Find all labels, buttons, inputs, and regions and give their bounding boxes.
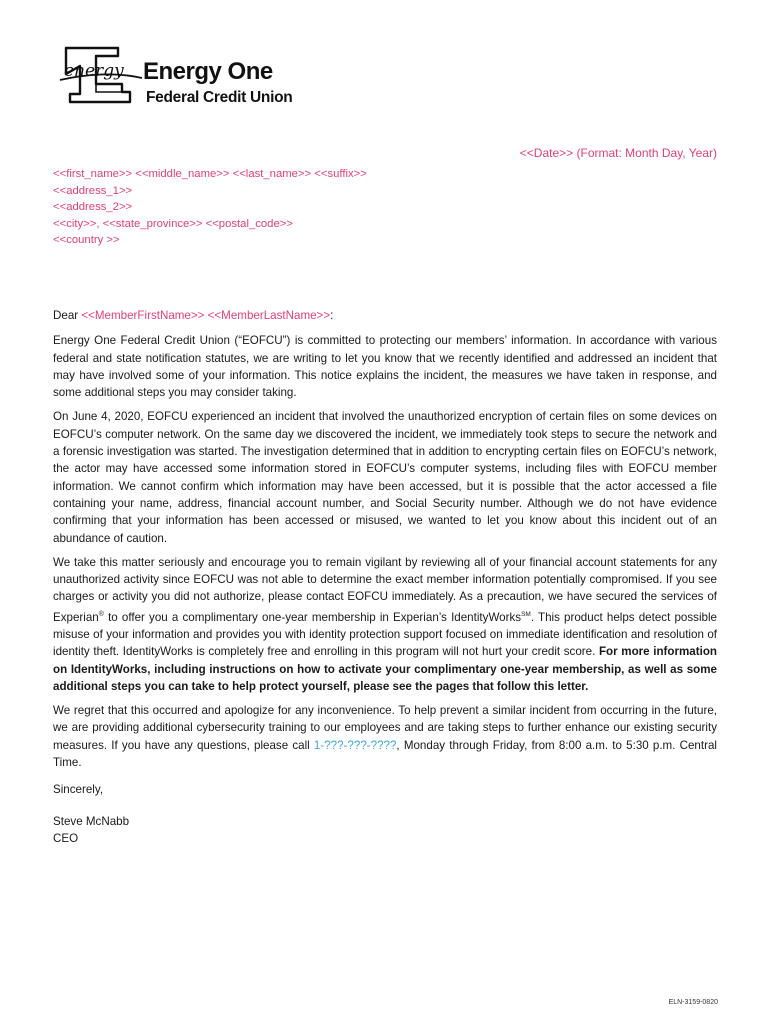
p3-text-b: to offer you a complimentary one-year membership in Experian’s IdentityWorks	[103, 610, 522, 624]
document-code: ELN-3159-0820	[668, 999, 718, 1006]
salutation-name: <<MemberFirstName>> <<MemberLastName>>	[81, 309, 331, 322]
signature-block	[53, 781, 717, 847]
registered-mark: ®	[98, 610, 104, 618]
p3-bold-instructions: For more information on IdentityWorks, including instructions on how to activate your complimentary one-year membership, as well as some additional steps you can take to help protect yourself, please see the pages that follow this letter.	[53, 645, 717, 693]
signer-name: Steve McNabb	[53, 814, 130, 828]
p3-text-a: We take this matter seriously and encourage you to remain vigilant by reviewing all of your financial account statements for any unauthorized activity since EOFCU was not able to determine the exact member information potentially compromised. If you see charges or activity you did not authorize, please contact EOFCU immediately. As a precaution, we have secured the services of Experian	[53, 555, 717, 624]
address-line-2: <<address_2>>	[53, 201, 133, 213]
service-mark: SM	[521, 610, 531, 618]
p4-text-a: We regret that this occurred and apologize for any inconvenience. To help prevent a similar incident from occurring in the future, we are providing additional cybersecurity training to our employees and are taking steps to further enhance our existing security measures. If you have any questions, please call	[53, 704, 717, 752]
brand-subtitle: Federal Credit Union	[146, 89, 293, 106]
address-line-city: <<city>>, <<state_province>> <<postal_code>>	[53, 217, 293, 230]
salutation-colon: :	[330, 309, 334, 322]
p3-text-c: . This product helps detect possible misuse of your information and provides you with identity protection support focused on immediate identification and resolution of identity theft. IdentityWorks is completely free and enrolling in this program will not hurt your credit score.	[53, 610, 717, 659]
brand-name: Energy One	[143, 58, 273, 85]
address-line-1: <<address_1>>	[53, 184, 133, 197]
signer-title: CEO	[53, 831, 79, 845]
paragraph-recommendations	[53, 554, 717, 695]
address-block	[53, 166, 367, 249]
address-line-name: <<first_name>> <<middle_name>> <<last_name>> <<suffix>>	[53, 168, 367, 180]
salutation-dear: Dear	[53, 309, 82, 322]
paragraph-incident: On June 4, 2020, EOFCU experienced an incident that involved the unauthorized encryption of certain files on some devices on EOFCU’s computer network. On the same day we discovered the incident, we immediately took steps to secure the network and a forensic investigation was started. The investigation determined that in addition to encrypting certain files on EOFCU’s network, the actor may have accessed some information stored in EOFCU’s computer systems, including files with EOFCU member information. We cannot confirm which information may have been accessed, but it is possible that the actor accessed a file containing your name, address, financial account number, and Social Security number. Although we do not have evidence confirming that your information has been accessed or misused, we wanted to let you know about this incident out of an abundance of caution.	[53, 410, 717, 545]
letter-body	[53, 307, 717, 855]
p4-text-b: , Monday through Friday, from 8:00 a.m. to 5:30 p.m. Central Time.	[53, 738, 717, 769]
credit-union-logo	[56, 44, 316, 114]
paragraph-closing	[53, 702, 717, 771]
logo-script-text: energy	[64, 61, 124, 81]
address-line-country: <<country >>	[53, 234, 120, 246]
phone-number: 1-???-???-????	[313, 738, 397, 752]
closing-sincerely: Sincerely,	[53, 783, 104, 797]
date-placeholder: <<Date>> (Format: Month Day, Year)	[519, 146, 717, 160]
salutation	[53, 307, 717, 324]
logo-emblem-icon	[56, 44, 146, 114]
paragraph-intro: Energy One Federal Credit Union (“EOFCU”) is committed to protecting our members’ information. In accordance with various federal and state notification statutes, we are writing to let you know that we recently identified and addressed an incident that may have involved some of your information. This notice explains the incident, the measures we have taken in response, and some additional steps you may consider taking.	[53, 334, 717, 400]
